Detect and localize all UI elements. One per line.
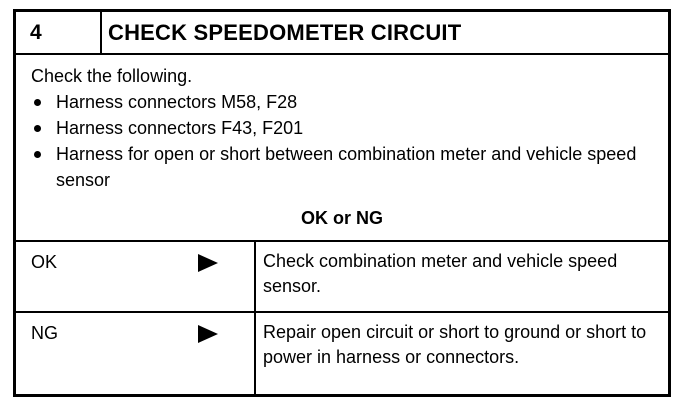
check-item [31, 89, 651, 115]
instructions-intro: Check the following. [31, 66, 193, 86]
check-item [31, 141, 651, 193]
result-row-ok [16, 242, 668, 311]
right-arrow-icon [198, 254, 218, 272]
result-cell [16, 242, 256, 311]
check-item-text: Harness connectors F43, F201 [56, 118, 304, 138]
result-label: NG [31, 323, 58, 343]
check-item-text: Harness connectors M58, F28 [56, 92, 298, 112]
result-label: OK [31, 252, 58, 272]
check-item-text: Harness for open or short between combination meter and vehicle speed sensor [56, 144, 637, 190]
check-item [31, 115, 651, 141]
step-number: 4 [16, 12, 102, 53]
decision-label: OK or NG [300, 208, 383, 228]
step-title: CHECK SPEEDOMETER CIRCUIT [108, 20, 462, 45]
result-action: Repair open circuit or short to ground or short to power in harness or connectors. [263, 322, 647, 367]
bullet-icon [34, 125, 41, 132]
bullet-icon [34, 99, 41, 106]
result-cell [16, 313, 256, 394]
result-row-ng [16, 311, 668, 394]
bullet-icon [34, 151, 41, 158]
step-header [16, 12, 668, 55]
check-list [31, 89, 651, 193]
result-action: Check combination meter and vehicle speed sensor. [263, 251, 618, 296]
right-arrow-icon [198, 325, 218, 343]
diagnostic-step-table [13, 9, 671, 397]
results-table [16, 240, 668, 394]
